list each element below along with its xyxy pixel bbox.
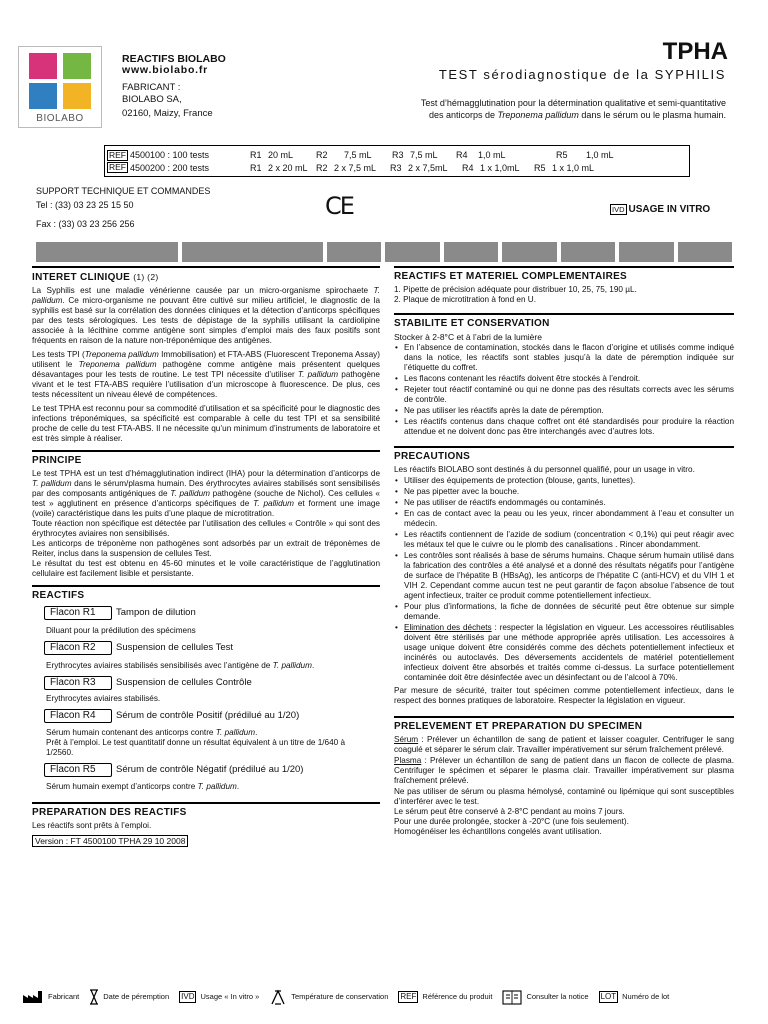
principe-p2: Toute réaction non spécifique est détectée par l’utilisation des cellules « Contrôle » qui sont des érythrocytes aviaires non sensibilisés. [32, 519, 380, 538]
stabilite-heading: STABILITE ET CONSERVATION [394, 313, 734, 329]
ref-r5-label: R5 [556, 150, 568, 161]
reactif-r5 [32, 763, 380, 792]
flacon-row [32, 676, 380, 690]
species: Treponema pallidum [78, 360, 157, 369]
species: T. pallidum [197, 782, 237, 791]
ce-mark: CE [325, 192, 353, 220]
intro-species: Treponema pallidum [497, 109, 579, 120]
list-item: • Pour plus d’informations, la fiche de données de sécurité peut être obtenue sur simple demande. [394, 602, 734, 622]
manufacturer-block [122, 82, 182, 106]
ref-r5-label: R5 [534, 162, 546, 173]
flacon-label-box: Flacon R4 [44, 709, 112, 723]
ref-code: 4500200 : 200 tests [130, 162, 210, 173]
legend-ivd [179, 991, 259, 1003]
list-item: • Utiliser des équipements de protection (blouse, gants, lunettes). [394, 476, 734, 486]
ref-tag: REF [400, 992, 417, 1001]
materiel-item: 1. Pipette de précision adéquate pour distribuer 10, 25, 75, 190 µL. [394, 285, 637, 294]
reactif-r3 [32, 676, 380, 704]
text: Erythrocytes aviaires stabilisés sensibilisés avec l’antigène de [46, 661, 273, 670]
logo-blue-quadrant [29, 83, 57, 109]
materiel-item: 2. Plaque de microtitration à fond en U. [394, 295, 536, 304]
text: et forment une image (voile) caractéristique dans les puits d’une plaque de microtitration. [32, 499, 380, 518]
legend-label: Usage « In vitro » [200, 991, 260, 1001]
ref-r4-volume: 1 x 1,0mL [480, 162, 520, 173]
ivd-tag: IVD [612, 205, 625, 215]
grey-bar-segment [619, 242, 673, 262]
ref-r3-volume: 7,5 mL [410, 150, 438, 161]
grey-bar-segment [561, 242, 615, 262]
symbol-legend [22, 988, 752, 1006]
list-item-elimination [394, 623, 734, 683]
ref-r1-label: R1 [250, 150, 262, 161]
legend-label: Consulter la notice [526, 991, 589, 1001]
preparation-heading: PREPARATION DES REACTIFS [32, 802, 380, 818]
list-item: • Rejeter tout réactif contaminé ou qui ne donne pas des résultats corrects avec les sérums de contrôle. [394, 385, 734, 405]
ref-r5-volume: 1,0 mL [586, 150, 614, 161]
species: T. pallidum [253, 499, 294, 508]
reference-box [104, 145, 690, 177]
ref-r3-label: R3 [390, 162, 402, 173]
list-item: • Ne pas pipetter avec la bouche. [394, 487, 734, 497]
ref-code: 4500100 : 100 tests [130, 150, 210, 161]
brand-name: REACTIFS BIOLABO [122, 53, 226, 65]
text: Immobilisation) et FTA-ABS (Fluorescent Treponema Assay) utilisent le [32, 350, 380, 369]
list-item: • Ne pas utiliser les réactifs après la date de péremption. [394, 406, 734, 416]
list-item: • En cas de contact avec la peau ou les yeux, rincer abondamment à l’eau et consulter un médecin. [394, 509, 734, 529]
manufacturer-city: 02160, Maizy, France [122, 108, 213, 119]
stabilite-intro: Stocker à 2-8°C et à l’abri de la lumière [394, 332, 542, 342]
text: . [311, 661, 315, 670]
precautions-outro: Par mesure de sécurité, traiter tout spécimen comme potentiellement infectieux, dans le respect des bonnes pratiques de laboratoire. Respecter la législation en vigueur. [394, 686, 734, 705]
flacon-name: Suspension de cellules Contrôle [116, 677, 252, 688]
precautions-heading: PRECAUTIONS [394, 446, 734, 462]
text: Le test TPHA est un test d’hémagglutination indirect (IHA) pour la détermination d’anticorps de [32, 469, 380, 478]
text: pathogène vivant et le test FTA-ABS requière l’utilisation d’un microscope à fluorescence. De plus, ces tests nécessitent un niveau élevé de compétences. [32, 370, 380, 399]
species: T. pallidum [215, 728, 256, 737]
legend-label: Température de conservation [291, 991, 389, 1001]
support-fax: Fax : (33) 03 23 256 256 [36, 219, 135, 229]
ref-r1-volume: 2 x 20 mL [268, 162, 308, 173]
document-subtitle: TEST sérodiagnostique de la SYPHILIS [438, 67, 726, 82]
prelevement-p4: Le sérum peut être conservé à 2-8°C pendant au moins 7 jours. [394, 807, 625, 816]
elimination-text: : respecter la législation en vigueur. Les accessoires réutilisables doivent être stérilisés par une méthode appropriée après utilisation. Les accessoires à usage unique doivent être considérés comme des déchets potentiellement infectieux et incinérés ou autoclavés. Des déversements accidentels de matériel potentiellement infectieux doivent être absorbés et traités comme ci-dessus. La surface potentiellement contaminée doit être désinfectée avec un désinfectant ou de l’alcool à 70%. [404, 623, 734, 682]
flacon-row [32, 763, 380, 777]
flacon-desc: Erythrocytes aviaires stabilisés. [46, 694, 161, 703]
prelevement-p5: Pour une durée prolongée, stocker à -20°C (une fois seulement). [394, 817, 629, 826]
legend-notice [502, 989, 588, 1005]
plasma-text: : Prélever un échantillon de sang de patient dans un flacon de collecte de plasma. Centrifuger le spécimen et séparer le plasma clair. Travailler impérativement sur plasma fraîchement prélevé. [394, 756, 734, 785]
principe-heading: PRINCIPE [32, 450, 380, 466]
flacon-label-box: Flacon R3 [44, 676, 112, 690]
legend-fabricant [22, 990, 79, 1004]
ref-tag: REF [109, 149, 126, 160]
list-item: • Les réactifs contiennent de l’azide de sodium (concentration < 0,1%) qui peut réagir avec les métaux tel que le cuivre ou le plomb des canalisations . Rincer abondamment. [394, 530, 734, 550]
precautions-intro: Les réactifs BIOLABO sont destinés à du personnel qualifié, pour un usage in vitro. [394, 465, 695, 474]
text: . [236, 782, 240, 791]
list-item: • Les réactifs contenus dans chaque coffret ont été standardisés pour produire la réaction attendue et ne doivent donc pas être interchangés avec d’autres lots. [394, 417, 734, 437]
prelevement-plasma [394, 756, 734, 786]
plasma-label: Plasma [394, 756, 422, 765]
document-title: TPHA [662, 38, 728, 65]
decorative-grey-bar [36, 242, 732, 262]
ivd-usage-text: USAGE IN VITRO [628, 204, 711, 215]
list-item: • Les flacons contenant les réactifs doivent être stockés à l’endroit. [394, 374, 734, 384]
text: Les tests TPI ( [32, 350, 85, 359]
principe-p4: Le résultat du test est obtenu en 45-60 minutes et le voile caractéristique de l’agglutination cellulaire est facilement lisible et persistante. [32, 559, 380, 578]
factory-icon [22, 990, 44, 1004]
hourglass-icon [89, 989, 99, 1005]
serum-label: Sérum [394, 735, 419, 744]
temperature-limit-icon [269, 988, 287, 1006]
lot-tag: LOT [600, 992, 617, 1001]
interet-title: INTERET CLINIQUE [32, 272, 131, 283]
interet-p2 [32, 350, 380, 400]
book-icon [502, 989, 522, 1005]
interet-refs: (1) (2) [133, 272, 159, 282]
ref-r1-label: R1 [250, 162, 262, 173]
grey-bar-segment [327, 242, 381, 262]
intro-line-1: Test d’hémagglutination pour la détermination qualitative et semi-quantitative [420, 98, 726, 108]
flacon-name: Tampon de dilution [116, 607, 196, 618]
flacon-row [32, 641, 380, 655]
legend-label: Fabricant [48, 991, 80, 1001]
text: pathogène comme antigène mais présentent quelques désavantages pour les tests de routine. Le test TPI nécessite d’utiliser [32, 360, 380, 379]
species: T. pallidum [32, 479, 72, 488]
legend-peremption [89, 989, 169, 1005]
intro-line-2 [366, 110, 726, 122]
list-item: • Les contrôles sont réalisés à base de sérums humains. Chaque sérum humain utilisé dans la fabrication des contrôles a été analysé et a donné des résultats négatifs pour l’antigène de surface de l’hépatite B (HBsAg), les anticorps de l’hépatite C (anti-HCV) et du VIH 1 et VIH 2. Cependant comme aucun test ne peut garantir de façon absolue l’absence de tout agent infectieux, traiter ce produit comme potentiellement infectieux. [394, 551, 734, 601]
prelevement-p6: Homogénéiser les échantillons congelés avant utilisation. [394, 827, 602, 836]
logo-yellow-quadrant [63, 83, 91, 109]
ref-r1-volume: 20 mL [268, 150, 294, 161]
flacon-row [32, 709, 380, 723]
flacon-label-box: Flacon R1 [44, 606, 112, 620]
grey-bar-segment [36, 242, 178, 262]
right-column [394, 266, 734, 837]
flacon-row [32, 606, 380, 620]
materiel-heading: REACTIFS ET MATERIEL COMPLEMENTAIRES [394, 266, 734, 282]
ref-tag: REF [109, 162, 126, 173]
support-heading: SUPPORT TECHNIQUE ET COMMANDES [36, 186, 211, 196]
ref-r4-label: R4 [456, 150, 468, 161]
species: T. pallidum [32, 286, 380, 305]
logo-wordmark: BIOLABO [36, 112, 84, 124]
ivd-usage [610, 204, 710, 216]
grey-bar-segment [385, 242, 439, 262]
ref-r5-volume: 1 x 1,0 mL [552, 162, 595, 173]
grey-bar-segment [678, 242, 732, 262]
ref-r3-label: R3 [392, 150, 404, 161]
interet-p3: Le test TPHA est reconnu pour sa commodité d’utilisation et sa spécificité pour le diagnostic des infections tréponémiques, sa spécificité est comparable à celle du test TPI et sa sensibilité proche de celle du test FTA-ABS. Il ne nécessite qu’un minimum d’instruments de laboratoire et est très simple à réaliser. [32, 404, 381, 443]
flacon-label-box: Flacon R5 [44, 763, 112, 777]
ref-r4-volume: 1,0 mL [478, 150, 506, 161]
legend-label: Numéro de lot [622, 991, 670, 1001]
grey-bar-segment [182, 242, 324, 262]
ref-r2-label: R2 [316, 162, 328, 173]
principe-p1 [32, 469, 380, 519]
intro-text [366, 98, 726, 121]
flacon-desc [46, 661, 380, 671]
legend-ref [398, 991, 492, 1003]
flacon-desc: Diluant pour la prédilution des spécimens [46, 626, 196, 635]
ref-r2-volume: 7,5 mL [344, 150, 372, 161]
reactif-r4 [32, 709, 380, 758]
species: T. pallidum [272, 661, 312, 670]
principe-p3: Les anticorps de tréponème non pathogènes sont adsorbés par un extrait de tréponèmes de Reiter, inclus dans la suspension de cellules Test. [32, 539, 380, 558]
flacon-label-box: Flacon R2 [44, 641, 112, 655]
species: Treponema pallidum [84, 350, 159, 359]
ivd-tag: IVD [181, 992, 195, 1001]
ref-line-1 [107, 149, 689, 162]
logo-magenta-quadrant [29, 53, 57, 79]
ref-line-2 [107, 162, 689, 175]
manufacturer-label: FABRICANT : [122, 82, 181, 93]
legend-label: Date de péremption [103, 991, 170, 1001]
ref-r2-label: R2 [316, 150, 328, 161]
ref-r4-label: R4 [462, 162, 474, 173]
interet-p1 [32, 286, 380, 346]
reactif-r2 [32, 641, 380, 671]
flacon-name: Sérum de contrôle Négatif (prédilué au 1/20) [116, 764, 304, 775]
legend-label: Référence du produit [422, 991, 493, 1001]
intro-text-b: dans le sérum ou le plasma humain. [578, 109, 726, 120]
flacon-desc-2: Prêt à l’emploi. Le test quantitatif donne un résultat équivalent à un titre de 1/640 à 1/2560. [46, 738, 346, 757]
text: . Ce micro-organisme ne pouvant être cultivé sur milieu artificiel, le diagnostic de la syphilis est basé sur la corrélation des données cliniques et la détection d’anticorps spécifiques par des tests sérologiques. Les tests de dépistage de la syphilis utilisant la cardiolipine associée à la lécithine comme antigène sont simples d’emploi mais des faux positifs sont fréquents en raison de la nature non-tréponémique des antigènes. [32, 296, 380, 345]
manufacturer-name: BIOLABO SA, [122, 94, 182, 105]
left-column [32, 266, 380, 847]
logo-green-quadrant [63, 53, 91, 79]
version-label: Version : FT 4500100 TPHA 29 10 2008 [32, 835, 188, 847]
text: . [255, 728, 258, 737]
text: dans le sérum/plasma humain. Des érythrocytes aviaires stabilisés sont sensibilisés par des composants antigéniques de [32, 479, 381, 498]
text: La Syphilis est une maladie vénérienne causée par un micro-organisme spirochaete [32, 286, 374, 295]
elimination-label: Elimination des déchets [404, 623, 492, 632]
biolabo-logo [18, 46, 102, 128]
species: T. pallidum [297, 370, 339, 379]
text: Sérum humain exempt d’anticorps contre [46, 782, 198, 791]
flacon-name: Sérum de contrôle Positif (prédilué au 1/20) [116, 710, 300, 721]
intro-text-a: des anticorps de [429, 109, 498, 120]
reactifs-heading: REACTIFS [32, 585, 380, 601]
ref-r3-volume: 2 x 7,5mL [408, 162, 448, 173]
support-phone: Tel : (33) 03 23 25 15 50 [36, 200, 134, 210]
grey-bar-segment [502, 242, 556, 262]
legend-lot [599, 991, 670, 1003]
interet-heading [32, 266, 380, 283]
ref-r2-volume: 2 x 7,5 mL [334, 162, 377, 173]
grey-bar-segment [444, 242, 498, 262]
flacon-desc [46, 782, 380, 792]
prelevement-heading: PRELEVEMENT ET PREPARATION DU SPECIMEN [394, 716, 734, 732]
prelevement-p3: Ne pas utiliser de sérum ou plasma hémolysé, contaminé ou lipémique qui sont susceptibles d’interférer avec le test. [394, 787, 734, 806]
preparation-text: Les réactifs sont prêts à l’emploi. [32, 821, 152, 830]
text: pathogène (souche de Nichol). Ces cellules « test » agglutinent en présence d’anticorps spécifiques de [32, 489, 380, 508]
stabilite-list [394, 343, 734, 437]
list-item: • En l’absence de contamination, stockés dans le flacon d’origine et utilisés comme indiqué dans la notice, les réactifs sont stables jusqu’à la date de péremption indiquée sur l’étiquette du coffret. [394, 343, 734, 373]
prelevement-serum [394, 735, 734, 755]
precautions-list [394, 476, 734, 683]
text: Sérum humain contenant des anticorps contre [46, 728, 216, 737]
flacon-name: Suspension de cellules Test [116, 642, 234, 653]
reactif-r1 [32, 606, 380, 636]
flacon-desc [46, 728, 380, 738]
species: T. pallidum [170, 489, 210, 498]
serum-text: : Prélever un échantillon de sang de patient et laisser coaguler. Centrifuger le sang coagulé et séparer le sérum clair. Travailler impérativement sur sérum fraîchement prélevé. [394, 735, 734, 754]
brand-url[interactable]: www.biolabo.fr [122, 64, 209, 76]
legend-temperature [269, 988, 388, 1006]
list-item: • Ne pas utiliser de réactifs endommagés ou contaminés. [394, 498, 734, 508]
